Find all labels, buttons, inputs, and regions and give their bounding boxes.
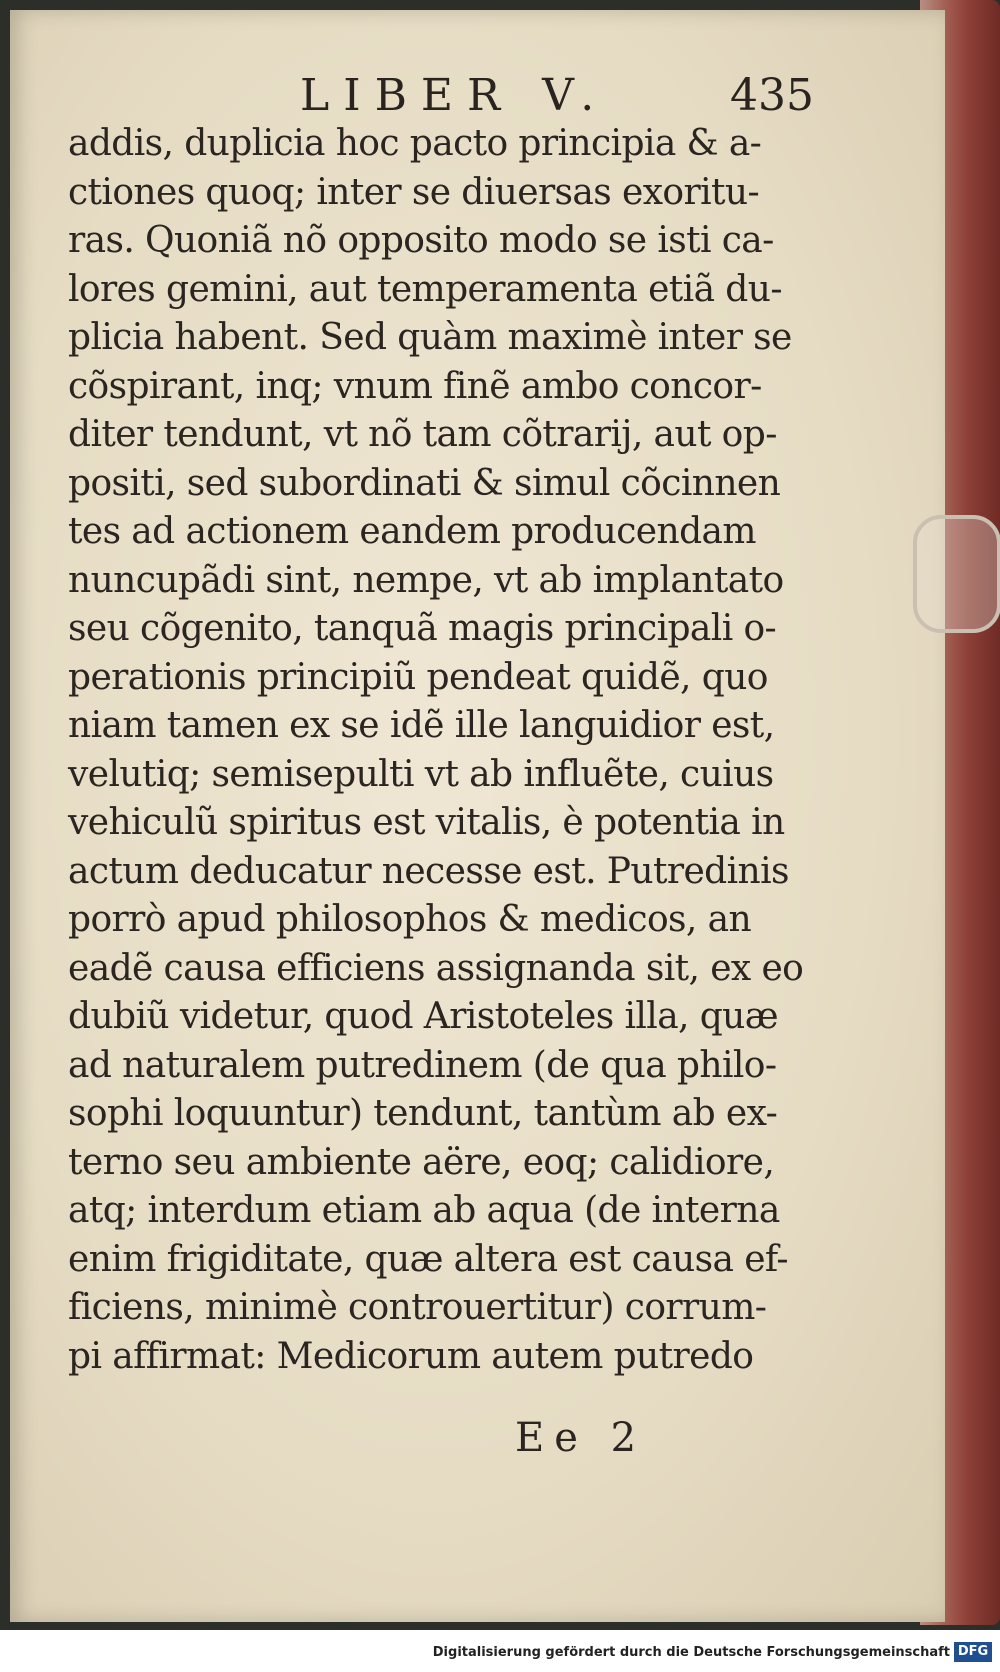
text-line: addis, duplicia hoc pacto principia & a- [68, 123, 762, 164]
page-number: 435 [730, 70, 814, 121]
text-line: positi, sed subordinati & simul cõcinnen [68, 462, 781, 504]
text-line: dubiũ videtur, quod Aristoteles illa, quæ [68, 996, 779, 1037]
text-line: ad naturalem putredinem (de qua philo- [68, 1044, 777, 1086]
body-text [68, 120, 813, 1381]
text-line: niam tamen ex se idẽ ille languidior est, [68, 705, 775, 746]
page-clip [913, 515, 1000, 633]
text-line: ficiens, minimè controuertitur) corrum- [68, 1287, 767, 1328]
text-line: cõspirant, inq; vnum finẽ ambo concor- [68, 365, 762, 407]
text-line: enim frigiditate, quæ altera est causa ef- [68, 1238, 788, 1280]
text-line: plicia habent. Sed quàm maximè inter se [68, 317, 792, 358]
text-line: sophi loquuntur) tendunt, tantùm ab ex- [68, 1093, 778, 1134]
book-page [10, 10, 945, 1622]
signature-mark: Ee 2 [515, 1415, 647, 1461]
text-line: atq; interdum etiam ab aqua (de interna [68, 1190, 780, 1231]
footer-bar [0, 1630, 1000, 1672]
text-line: eadẽ causa efficiens assignanda sit, ex eo [68, 947, 804, 989]
dfg-logo-icon: DFG [954, 1642, 992, 1662]
digitization-credit: Digitalisierung gefördert durch die Deutsche Forschungsgemeinschaft [432, 1645, 950, 1660]
text-line: velutiq; semisepulti vt ab influẽte, cuius [68, 753, 774, 795]
running-title: LIBER V. [300, 70, 609, 121]
text-line: nuncupãdi sint, nempe, vt ab implantato [68, 559, 784, 601]
text-line: perationis principiũ pendeat quidẽ, quo [68, 656, 768, 698]
text-line: terno seu ambiente aëre, eoq; calidiore, [68, 1141, 775, 1183]
text-line: tes ad actionem eandem producendam [68, 511, 756, 552]
text-line: diter tendunt, vt nõ tam cõtrarij, aut op- [68, 414, 777, 455]
text-line: porrò apud philosophos & medicos, an [68, 899, 752, 940]
text-line: ras. Quoniã nõ opposito modo se isti ca- [68, 220, 774, 261]
text-line: actum deducatur necesse est. Putredinis [68, 850, 789, 892]
text-line: pi affirmat: Medicorum autem putredo [68, 1335, 754, 1377]
text-line: vehiculũ spiritus est vitalis, è potentia in [68, 802, 785, 843]
text-line: lores gemini, aut temperamenta etiã du- [68, 268, 782, 310]
text-line: seu cõgenito, tanquã magis principali o- [68, 608, 777, 649]
text-line: ctiones quoq; inter se diuersas exoritu- [68, 171, 760, 213]
